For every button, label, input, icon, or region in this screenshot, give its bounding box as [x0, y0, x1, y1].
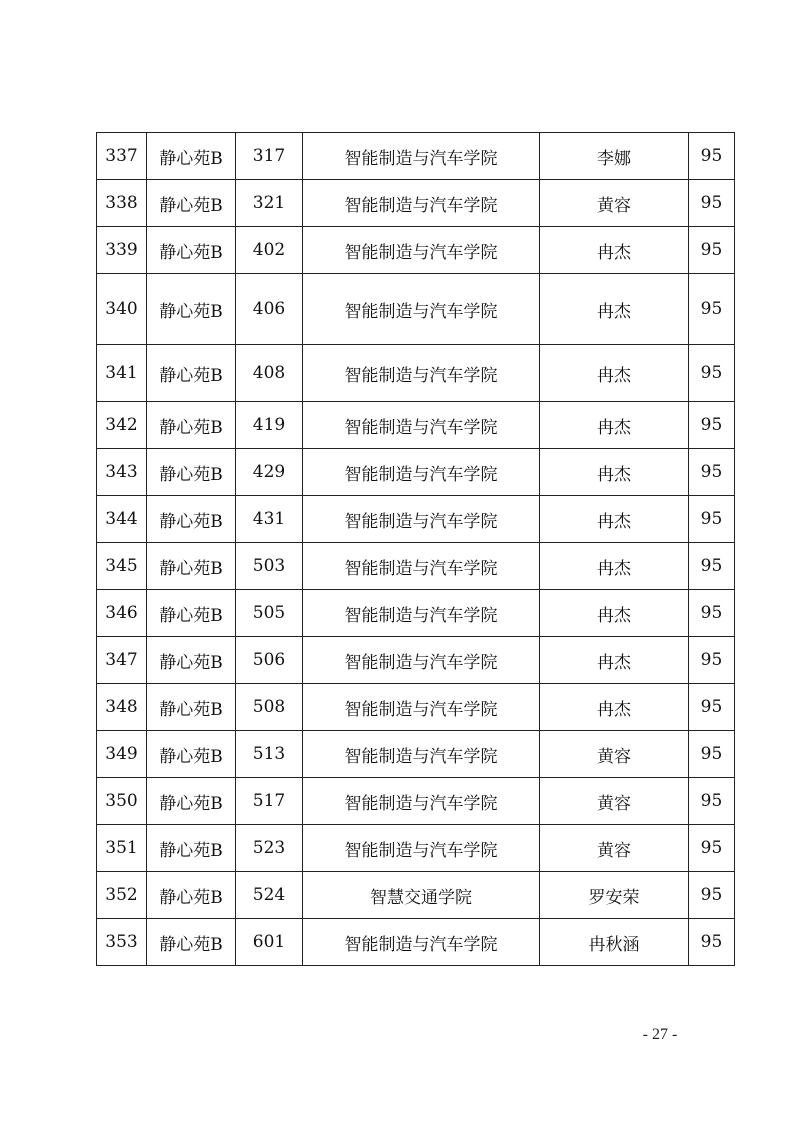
- cell-no: 338: [97, 180, 147, 227]
- cell-person: 黄容: [540, 731, 689, 778]
- cell-college: 智能制造与汽车学院: [303, 345, 540, 402]
- table-row: [97, 543, 735, 590]
- cell-room: 406: [236, 274, 303, 345]
- cell-room: 523: [236, 825, 303, 872]
- table-row: [97, 496, 735, 543]
- cell-building: 静心苑B: [147, 496, 236, 543]
- cell-college: 智能制造与汽车学院: [303, 684, 540, 731]
- cell-no: 348: [97, 684, 147, 731]
- table-row: [97, 825, 735, 872]
- dormitory-score-table: [96, 132, 735, 966]
- cell-score: 95: [689, 825, 735, 872]
- table-row: [97, 274, 735, 345]
- cell-room: 402: [236, 227, 303, 274]
- cell-college: 智能制造与汽车学院: [303, 180, 540, 227]
- cell-no: 346: [97, 590, 147, 637]
- cell-room: 601: [236, 919, 303, 966]
- cell-no: 340: [97, 274, 147, 345]
- cell-person: 黄容: [540, 778, 689, 825]
- cell-room: 513: [236, 731, 303, 778]
- cell-score: 95: [689, 345, 735, 402]
- cell-no: 349: [97, 731, 147, 778]
- cell-room: 505: [236, 590, 303, 637]
- table-row: [97, 778, 735, 825]
- cell-room: 429: [236, 449, 303, 496]
- cell-no: 345: [97, 543, 147, 590]
- cell-building: 静心苑B: [147, 180, 236, 227]
- cell-no: 343: [97, 449, 147, 496]
- cell-building: 静心苑B: [147, 543, 236, 590]
- cell-room: 524: [236, 872, 303, 919]
- cell-college: 智能制造与汽车学院: [303, 919, 540, 966]
- cell-person: 黄容: [540, 180, 689, 227]
- cell-score: 95: [689, 731, 735, 778]
- cell-score: 95: [689, 496, 735, 543]
- cell-building: 静心苑B: [147, 590, 236, 637]
- cell-building: 静心苑B: [147, 919, 236, 966]
- cell-no: 351: [97, 825, 147, 872]
- cell-score: 95: [689, 274, 735, 345]
- cell-person: 冉杰: [540, 227, 689, 274]
- cell-person: 黄容: [540, 825, 689, 872]
- cell-building: 静心苑B: [147, 402, 236, 449]
- table-row: [97, 731, 735, 778]
- cell-no: 339: [97, 227, 147, 274]
- cell-room: 431: [236, 496, 303, 543]
- cell-room: 517: [236, 778, 303, 825]
- cell-score: 95: [689, 872, 735, 919]
- cell-room: 408: [236, 345, 303, 402]
- cell-room: 419: [236, 402, 303, 449]
- table-row: [97, 133, 735, 180]
- cell-no: 337: [97, 133, 147, 180]
- cell-score: 95: [689, 133, 735, 180]
- cell-college: 智能制造与汽车学院: [303, 637, 540, 684]
- cell-score: 95: [689, 778, 735, 825]
- cell-building: 静心苑B: [147, 345, 236, 402]
- cell-building: 静心苑B: [147, 778, 236, 825]
- cell-score: 95: [689, 919, 735, 966]
- cell-room: 317: [236, 133, 303, 180]
- cell-college: 智能制造与汽车学院: [303, 496, 540, 543]
- table-row: [97, 449, 735, 496]
- cell-score: 95: [689, 590, 735, 637]
- cell-building: 静心苑B: [147, 274, 236, 345]
- cell-building: 静心苑B: [147, 133, 236, 180]
- cell-person: 冉杰: [540, 637, 689, 684]
- cell-college: 智能制造与汽车学院: [303, 402, 540, 449]
- cell-room: 506: [236, 637, 303, 684]
- cell-person: 冉杰: [540, 449, 689, 496]
- cell-score: 95: [689, 180, 735, 227]
- table-row: [97, 180, 735, 227]
- cell-score: 95: [689, 543, 735, 590]
- cell-person: 冉杰: [540, 543, 689, 590]
- cell-no: 344: [97, 496, 147, 543]
- table-row: [97, 919, 735, 966]
- cell-building: 静心苑B: [147, 227, 236, 274]
- cell-score: 95: [689, 227, 735, 274]
- cell-score: 95: [689, 684, 735, 731]
- cell-building: 静心苑B: [147, 731, 236, 778]
- cell-no: 342: [97, 402, 147, 449]
- cell-person: 罗安荣: [540, 872, 689, 919]
- cell-person: 冉杰: [540, 496, 689, 543]
- cell-college: 智能制造与汽车学院: [303, 133, 540, 180]
- cell-score: 95: [689, 637, 735, 684]
- cell-college: 智能制造与汽车学院: [303, 227, 540, 274]
- cell-person: 冉杰: [540, 345, 689, 402]
- cell-building: 静心苑B: [147, 825, 236, 872]
- cell-college: 智能制造与汽车学院: [303, 590, 540, 637]
- page-number: - 27 -: [642, 1026, 678, 1043]
- cell-college: 智能制造与汽车学院: [303, 778, 540, 825]
- cell-person: 冉杰: [540, 274, 689, 345]
- cell-person: 冉杰: [540, 402, 689, 449]
- table-row: [97, 872, 735, 919]
- cell-room: 508: [236, 684, 303, 731]
- table-row: [97, 590, 735, 637]
- cell-college: 智能制造与汽车学院: [303, 449, 540, 496]
- cell-college: 智能制造与汽车学院: [303, 274, 540, 345]
- cell-building: 静心苑B: [147, 872, 236, 919]
- cell-no: 353: [97, 919, 147, 966]
- cell-college: 智慧交通学院: [303, 872, 540, 919]
- cell-person: 冉秋涵: [540, 919, 689, 966]
- cell-room: 321: [236, 180, 303, 227]
- cell-no: 347: [97, 637, 147, 684]
- cell-person: 李娜: [540, 133, 689, 180]
- table-row: [97, 227, 735, 274]
- cell-score: 95: [689, 402, 735, 449]
- cell-score: 95: [689, 449, 735, 496]
- table-row: [97, 345, 735, 402]
- cell-building: 静心苑B: [147, 449, 236, 496]
- cell-college: 智能制造与汽车学院: [303, 731, 540, 778]
- cell-no: 352: [97, 872, 147, 919]
- cell-college: 智能制造与汽车学院: [303, 825, 540, 872]
- cell-room: 503: [236, 543, 303, 590]
- cell-no: 341: [97, 345, 147, 402]
- table-row: [97, 684, 735, 731]
- table-row: [97, 637, 735, 684]
- cell-person: 冉杰: [540, 590, 689, 637]
- cell-building: 静心苑B: [147, 637, 236, 684]
- cell-college: 智能制造与汽车学院: [303, 543, 540, 590]
- table-row: [97, 402, 735, 449]
- cell-person: 冉杰: [540, 684, 689, 731]
- cell-building: 静心苑B: [147, 684, 236, 731]
- cell-no: 350: [97, 778, 147, 825]
